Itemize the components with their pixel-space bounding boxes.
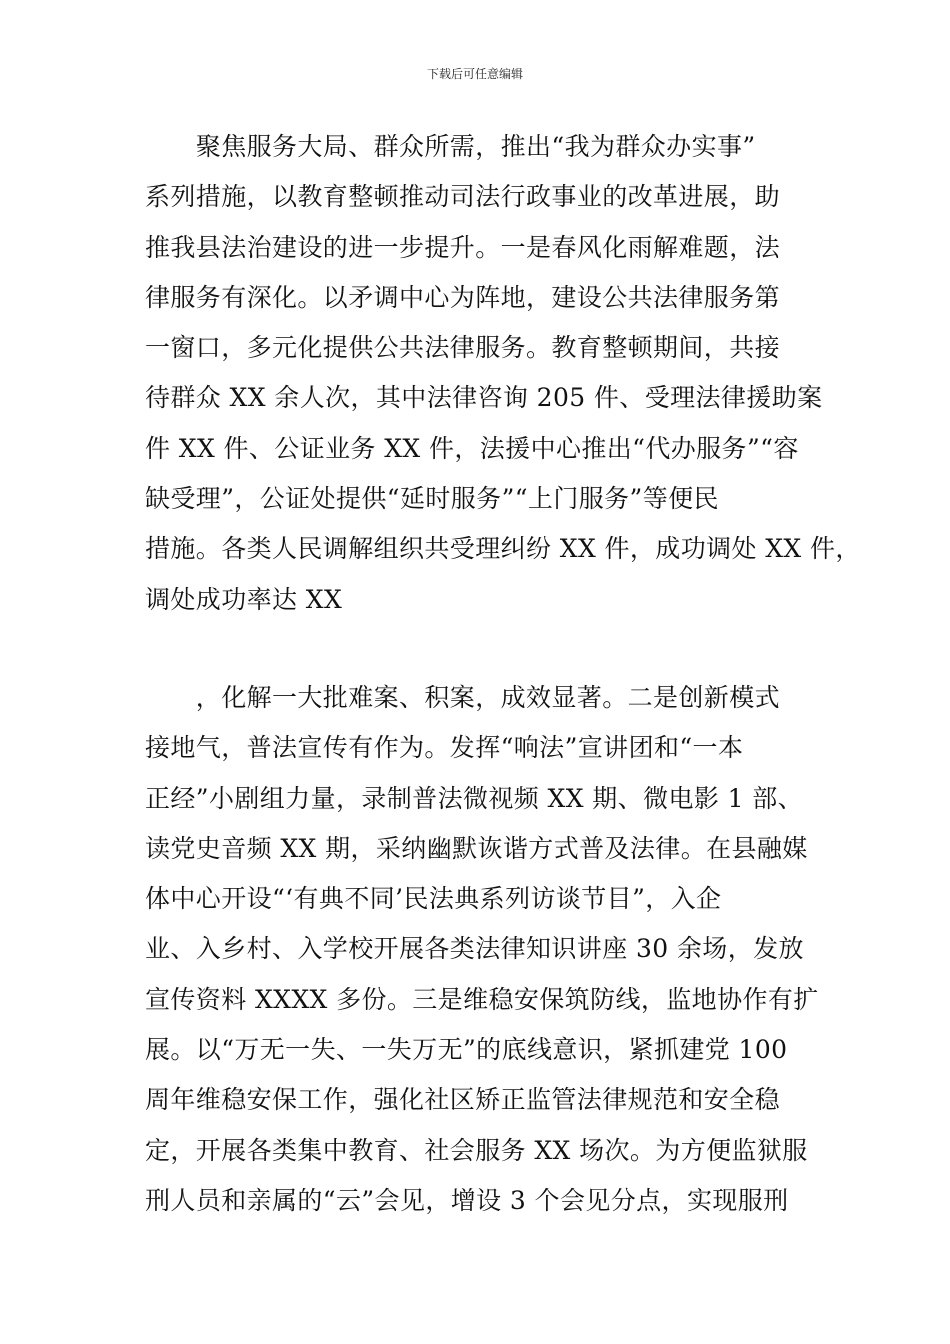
text-line: 读党史音频 XX 期，采纳幽默诙谐方式普及法律。在县融媒 bbox=[145, 833, 808, 863]
text-line: 措施。各类人民调解组织共受理纠纷 XX 件，成功调处 XX 件， bbox=[145, 534, 861, 564]
text-line: 接地气，普法宣传有作为。发挥“响法”宣讲团和“一本 bbox=[145, 733, 744, 763]
text-line: 正经”小剧组力量，录制普法微视频 XX 期、微电影 1 部、 bbox=[145, 783, 804, 813]
text-line: 体中心开设“‘有典不同’民法典系列访谈节目”，入企 bbox=[145, 884, 722, 914]
text-line: 展。以“万无一失、一失万无”的底线意识，紧抓建党 100 bbox=[145, 1035, 788, 1065]
text-line: 调处成功率达 XX bbox=[145, 584, 343, 614]
text-line: 系列措施，以教育整顿推动司法行政事业的改革进展，助 bbox=[145, 182, 781, 212]
text-line: 律服务有深化。以矛调中心为阵地，建设公共法律服务第 bbox=[145, 282, 781, 312]
text-line: 件 XX 件、公证业务 XX 件，法援中心推出“代办服务”“容 bbox=[145, 433, 799, 463]
text-line: 宣传资料 XXXX 多份。三是维稳安保筑防线，监地协作有扩 bbox=[145, 984, 819, 1014]
text-line: 推我县法治建设的进一步提升。一是春风化雨解难题，法 bbox=[145, 232, 781, 262]
body-paragraph-2 bbox=[145, 673, 825, 1226]
body-paragraph-1 bbox=[145, 122, 861, 625]
text-line: 缺受理”，公证处提供“延时服务”“上门服务”等便民 bbox=[145, 484, 719, 514]
text-line: 刑人员和亲属的“云”会见，增设 3 个会见分点，实现服刑 bbox=[145, 1185, 789, 1215]
text-line: 聚焦服务大局、群众所需，推出“我为群众办实事” bbox=[145, 132, 756, 161]
text-line: 周年维稳安保工作，强化社区矫正监管法律规范和安全稳 bbox=[145, 1085, 781, 1115]
text-line: 待群众 XX 余人次，其中法律咨询 205 件、受理法律援助案 bbox=[145, 383, 823, 413]
text-line: ，化解一大批难案、积案，成效显著。二是创新模式 bbox=[145, 683, 781, 712]
text-line: 定，开展各类集中教育、社会服务 XX 场次。为方便监狱服 bbox=[145, 1135, 808, 1165]
text-line: 业、入乡村、入学校开展各类法律知识讲座 30 余场，发放 bbox=[145, 934, 804, 964]
page-header-note: 下载后可任意编辑 bbox=[426, 67, 523, 81]
text-line: 一窗口，多元化提供公共法律服务。教育整顿期间，共接 bbox=[145, 333, 781, 363]
